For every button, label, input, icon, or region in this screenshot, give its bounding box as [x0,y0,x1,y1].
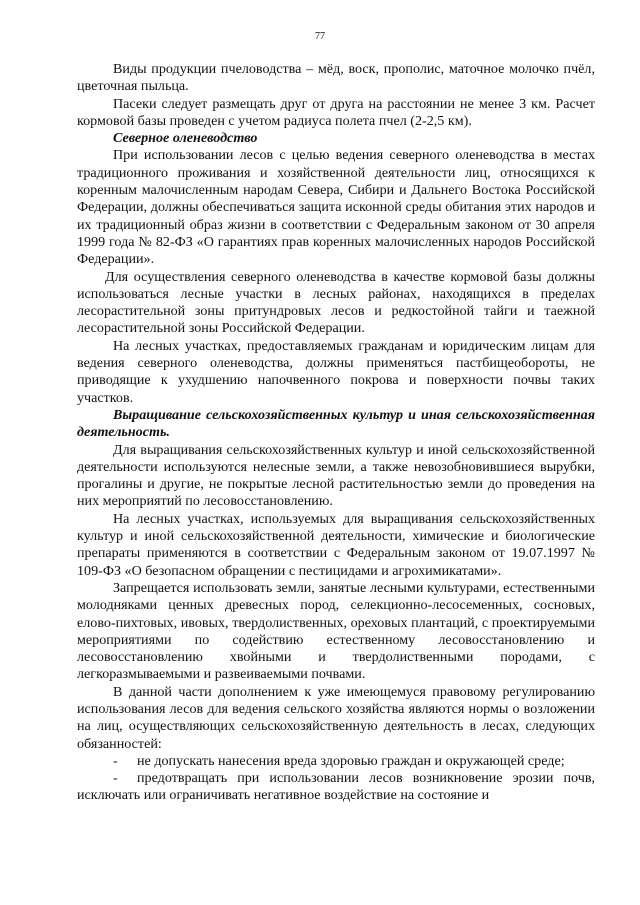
list-item-text: не допускать нанесения вреда здоровью граждан и окружающей среде; [137,752,565,769]
paragraph-chemicals: На лесных участках, используемых для выращивания сельскохозяйственных культур и иной сельскохозяйственной деятельности, химические и биологические препараты применяются в соответствии с Федеральным законом от 19.07.1997 № 109-ФЗ «О безопасном обращении с пестицидами и агрохимикатами». [77,510,595,579]
paragraph-bee-products: Виды продукции пчеловодства – мёд, воск, прополис, маточное молочко пчёл, цветочная пыльца. [77,61,595,95]
paragraph-pasture-rotation: На лесных участках, предоставляемых гражданам и юридическим лицам для ведения северного оленеводства, должны применяться пастбищеобороты, не приводящие к ухудшению напочвенного покрова и поверхности почвы таких участков. [77,337,595,406]
paragraph-obligations-intro: В данной части дополнением к уже имеющемуся правовому регулированию использования лесов для ведения сельского хозяйства являются нормы о возложении на лиц, осуществляющих сельскохозяйственную деятельность в лесах, следующих обязанностей: [77,683,595,752]
list-dash: - [113,752,118,769]
paragraph-reindeer-forests: При использовании лесов с целью ведения северного оленеводства в местах традиционного проживания и хозяйственной деятельности лиц, относящихся к коренным малочисленным народам Севера, Сибири и Дальнего Востока Российской Федерации, должны обеспечиваться защита исконной среды обитания этих народов и их традиционный образ жизни в соответствии с Федеральным законом от 30 апреля 1999 года № 82-ФЗ «О гарантиях прав коренных малочисленных народов Российской Федерации». [77,147,595,268]
section-heading-agriculture: Выращивание сельскохозяйственных культур и иная сельскохозяйственная деятельность. [77,406,595,441]
list-dash: - [113,770,118,787]
paragraph-nonforest-lands: Для выращивания сельскохозяйственных культур и иной сельскохозяйственной деятельности используются нелесные земли, а также невозобновившиеся вырубки, прогалины и другие, не покрытые лесной растительностью земли до проведения на них мероприятий по лесовосстановлению. [77,441,595,510]
section-heading-reindeer: Северное оленеводство [113,130,258,147]
paragraph-reindeer-forage: Для осуществления северного оленеводства в качестве кормовой базы должны использоваться лесные участки в лесных районах, находящихся в пределах лесорастительной зоны притундровых лесов и редкостойной тайги и таежной лесорастительной зоны Российской Федерации. [77,268,595,337]
list-item [77,753,595,770]
list-item [77,770,595,805]
list-item-text: предотвращать при использовании лесов возникновение эрозии почв, исключать или ограничивать негативное воздействие на состояние и [77,770,595,804]
page-number: 77 [315,31,325,42]
page-content [77,61,595,805]
obligations-list [77,753,595,805]
paragraph-apiary-distance: Пасеки следует размещать друг от друга на расстоянии не менее 3 км. Расчет кормовой базы проведен с учетом радиуса полета пчел (2-2,5 км). [77,95,595,129]
paragraph-prohibitions: Запрещается использовать земли, занятые лесными культурами, естественными молодняками ценных древесных пород, селекционно-лесосеменных, сосновых, елово-пихтовых, ивовых, твердолиственных, ореховых плантаций, с проектируемыми мероприятиями по содействию естественному лесовосстановлению и лесовосстановлению хвойными и твердолиственными породами, с легкоразмываемыми и развеиваемыми почвами. [77,579,595,683]
